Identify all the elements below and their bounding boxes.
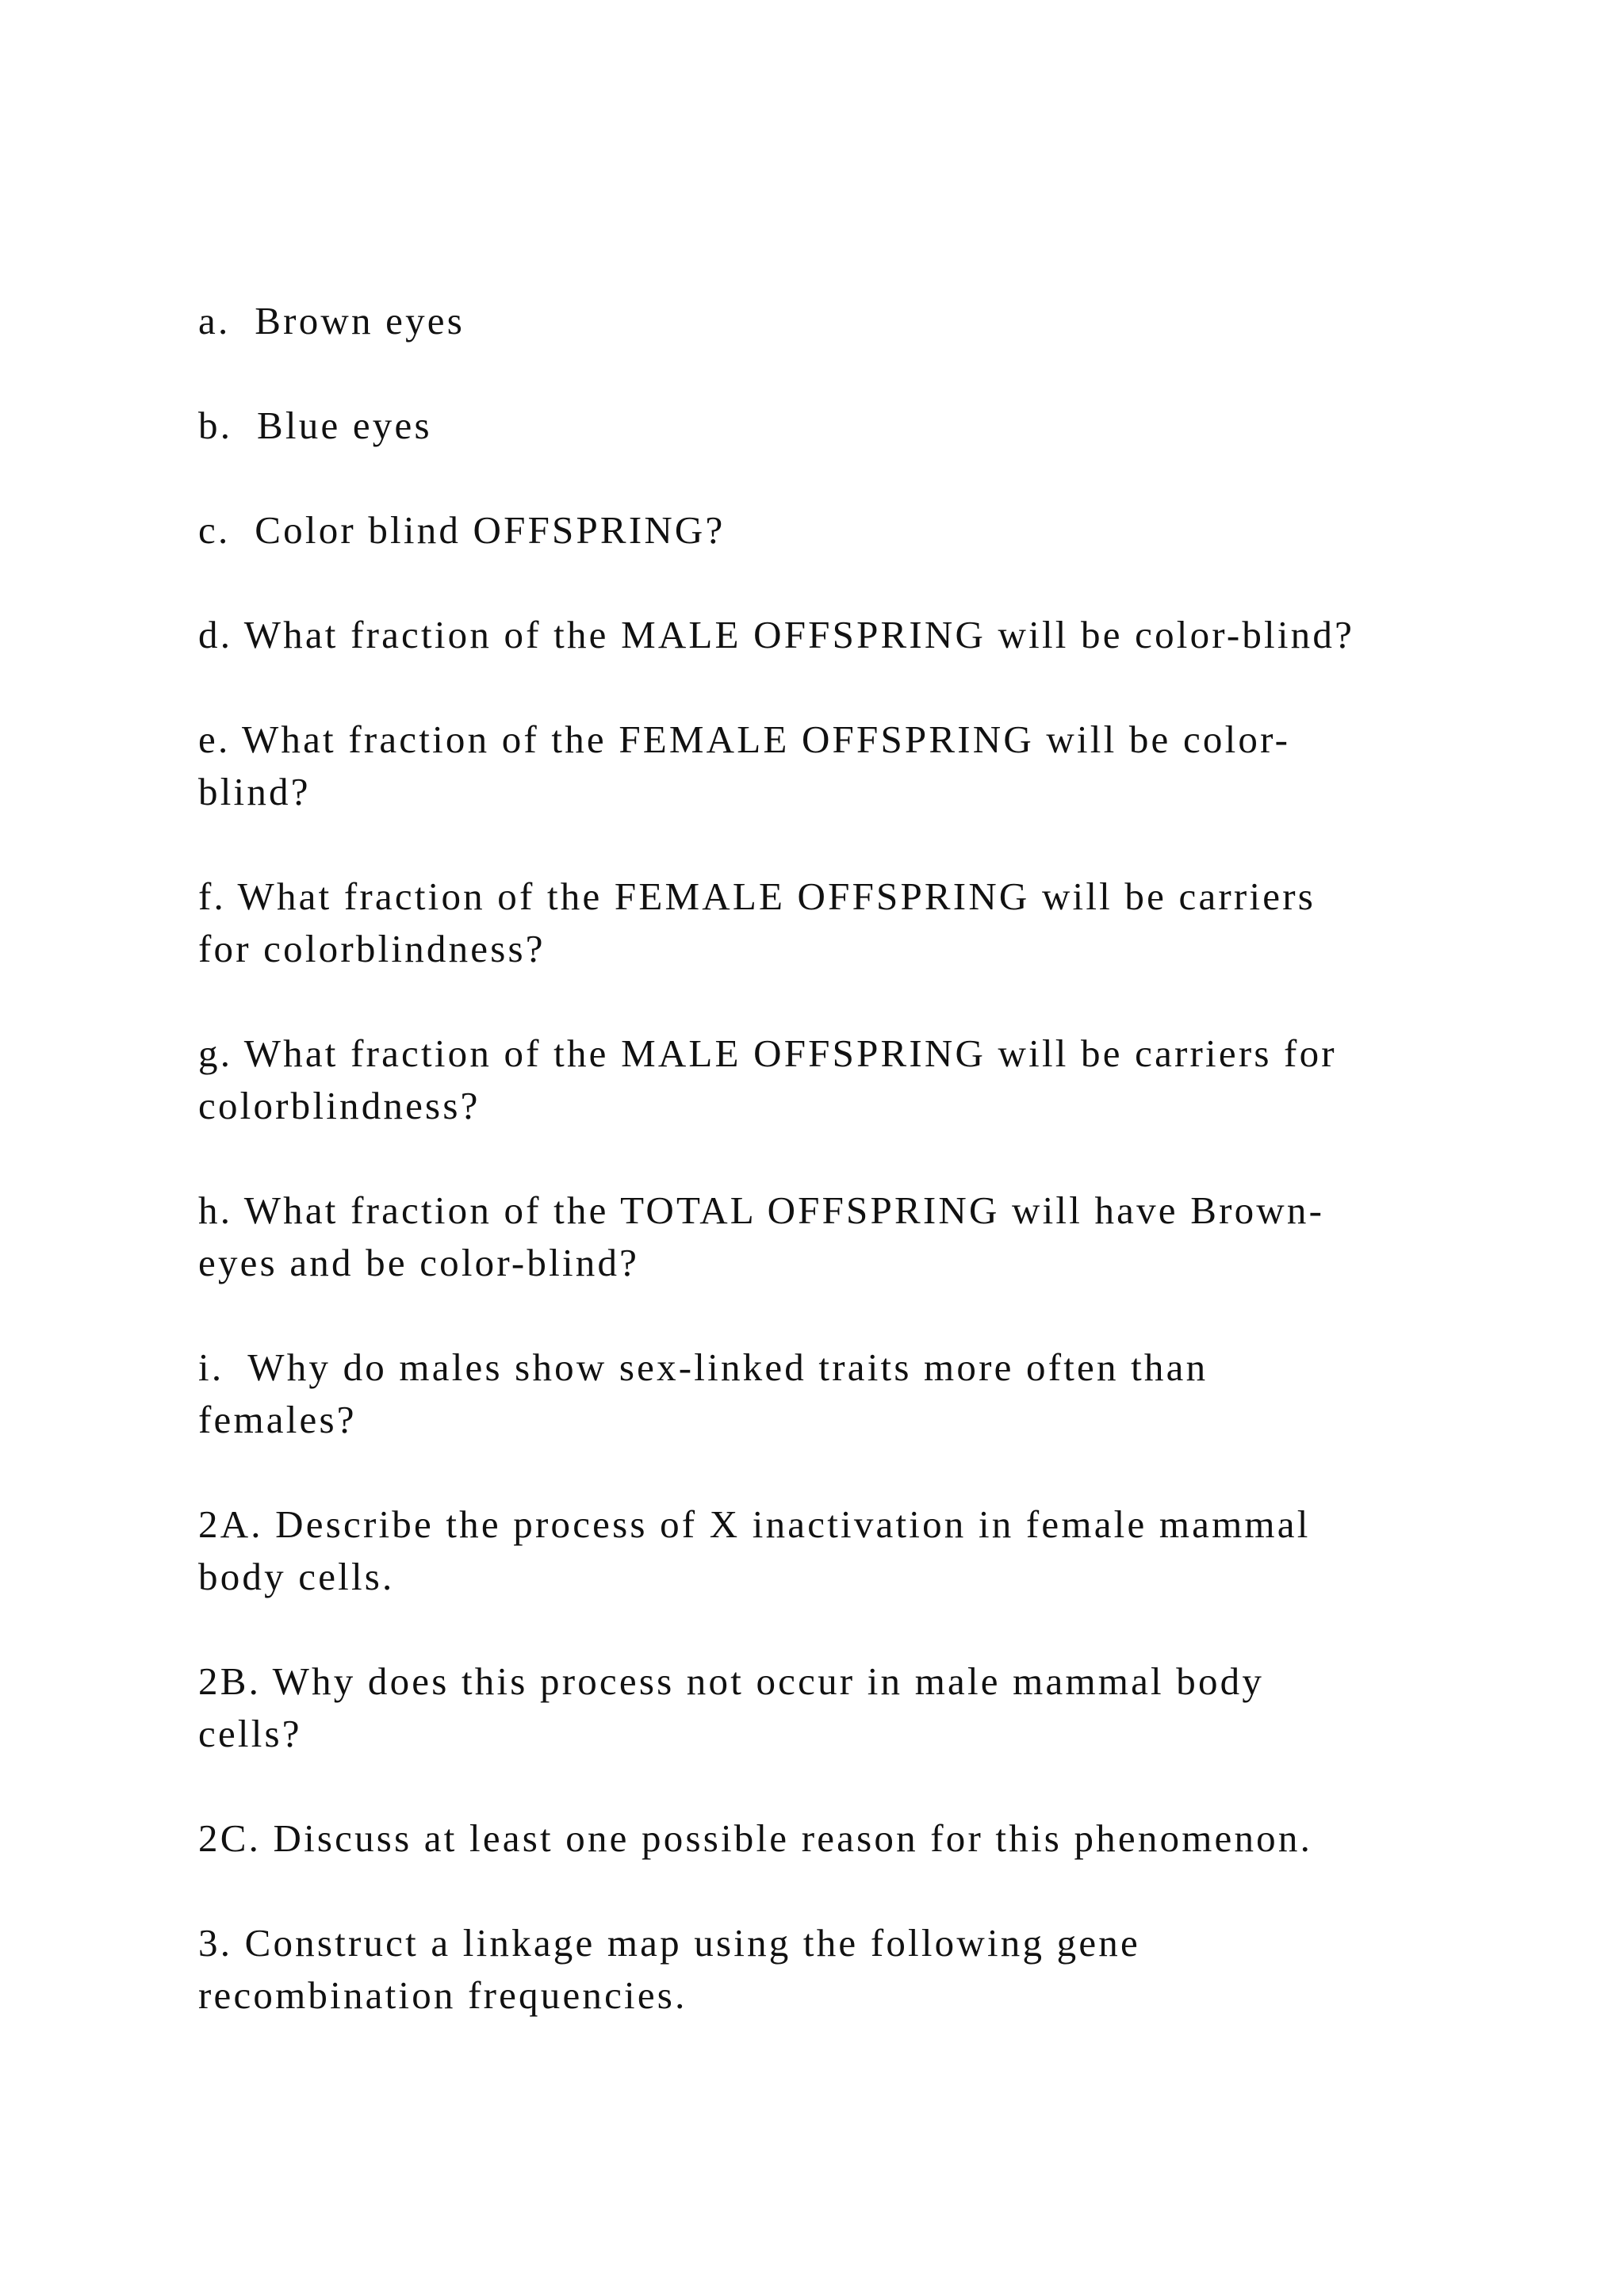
question-i-line-1: i. Why do males show sex-linked traits more often than [198, 1345, 1208, 1389]
question-3-line-1: 3. Construct a linkage map using the following gene [198, 1921, 1140, 1965]
question-b-line-1: b. Blue eyes [198, 404, 432, 447]
question-d [198, 609, 1483, 661]
question-f-line-2: for colorblindness? [198, 927, 546, 970]
question-g [198, 1027, 1483, 1132]
question-2a-line-1: 2A. Describe the process of X inactivation in female mammal [198, 1502, 1311, 1546]
question-i [198, 1341, 1483, 1446]
question-e-line-2: blind? [198, 770, 311, 813]
question-2c-line-1: 2C. Discuss at least one possible reason for this phenomenon. [198, 1816, 1313, 1860]
question-d-line-1: d. What fraction of the MALE OFFSPRING will be color-blind? [198, 613, 1355, 656]
question-3-line-2: recombination frequencies. [198, 1973, 688, 2017]
question-2a-line-2: body cells. [198, 1555, 395, 1598]
question-i-line-2: females? [198, 1398, 357, 1441]
question-g-line-2: colorblindness? [198, 1084, 481, 1127]
question-c-line-1: c. Color blind OFFSPRING? [198, 508, 726, 552]
question-c [198, 504, 1483, 557]
question-e-line-1: e. What fraction of the FEMALE OFFSPRING will be color- [198, 718, 1291, 761]
question-b [198, 400, 1483, 452]
question-2c [198, 1812, 1483, 1865]
question-e [198, 714, 1483, 818]
question-a [198, 295, 1483, 347]
question-h-line-1: h. What fraction of the TOTAL OFFSPRING will have Brown- [198, 1188, 1325, 1232]
question-list [198, 295, 1483, 2074]
question-f [198, 871, 1483, 975]
question-a-line-1: a. Brown eyes [198, 299, 465, 342]
question-2b-line-2: cells? [198, 1712, 302, 1755]
question-2b-line-1: 2B. Why does this process not occur in male mammal body [198, 1659, 1265, 1703]
question-2b [198, 1655, 1483, 1760]
question-f-line-1: f. What fraction of the FEMALE OFFSPRING will be carriers [198, 874, 1316, 918]
question-h-line-2: eyes and be color-blind? [198, 1241, 640, 1284]
question-g-line-1: g. What fraction of the MALE OFFSPRING will be carriers for [198, 1031, 1337, 1075]
question-3 [198, 1917, 1483, 2022]
question-h [198, 1184, 1483, 1289]
question-2a [198, 1498, 1483, 1603]
